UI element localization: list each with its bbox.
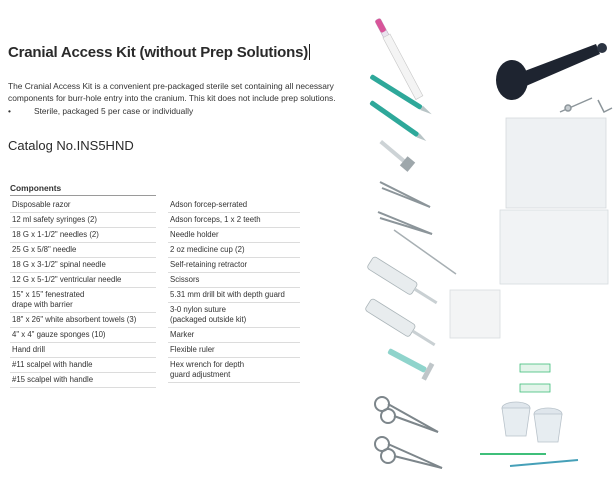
gauze-icon [450, 290, 500, 338]
bullet-icon: • [8, 106, 11, 116]
text-cursor [309, 44, 310, 60]
component-item: Disposable razor [10, 198, 156, 213]
component-item: Self-retaining retractor [168, 258, 300, 273]
component-item: Marker [168, 328, 300, 343]
component-item: 5.31 mm drill bit with depth guard [168, 288, 300, 303]
component-item: Adson forcep-serrated [168, 198, 300, 213]
component-item: 15" x 15" fenestrated drape with barrier [10, 288, 156, 313]
component-item: 3-0 nylon suture (packaged outside kit) [168, 303, 300, 328]
page-title: Cranial Access Kit (without Prep Solutions) [8, 44, 309, 61]
component-item: Scissors [168, 273, 300, 288]
component-item: Adson forceps, 1 x 2 teeth [168, 213, 300, 228]
component-item: Flexible ruler [168, 343, 300, 358]
forceps-icon [378, 182, 432, 234]
catalog-number: Catalog No.INS5HND [8, 138, 134, 153]
syringe-icon [365, 298, 439, 351]
components-list-left [10, 198, 156, 388]
component-item: 25 G x 5/8" needle [10, 243, 156, 258]
hand-drill-icon [496, 43, 607, 100]
medicine-cup-icon [502, 402, 562, 442]
component-item: #15 scalpel with handle [10, 373, 156, 388]
drill-bit-icon [560, 98, 612, 112]
component-item: 12 G x 5-1/2" ventricular needle [10, 273, 156, 288]
component-item: 18" x 26" white absorbent towels (3) [10, 313, 156, 328]
component-item: 18 G x 1-1/2" needles (2) [10, 228, 156, 243]
razor-icon [377, 137, 415, 172]
kit-product-photo [360, 12, 616, 482]
component-item: #11 scalpel with handle [10, 358, 156, 373]
component-item: Needle holder [168, 228, 300, 243]
packaging-bullet [8, 106, 193, 116]
component-item: 4" x 4" gauze sponges (10) [10, 328, 156, 343]
components-heading: Components [10, 183, 156, 196]
component-item: Hex wrench for depth guard adjustment [168, 358, 300, 383]
bullet-text: Sterile, packaged 5 per case or individually [34, 106, 194, 116]
retractor-icon [384, 343, 434, 381]
kit-description: The Cranial Access Kit is a convenient pre-packaged sterile set containing all necessary components for burr-hole entry into the cranium. This kit does not include prep solutions. [8, 81, 336, 103]
scissors-icon [375, 397, 442, 468]
component-item: Hand drill [10, 343, 156, 358]
component-item: 2 oz medicine cup (2) [168, 243, 300, 258]
spinal-needle-icon [394, 230, 456, 274]
needle-icon [510, 460, 578, 466]
towels-icon [500, 210, 608, 284]
component-item: 18 G x 3-1/2" spinal needle [10, 258, 156, 273]
drape-icon [506, 118, 606, 208]
suture-icon [520, 364, 550, 372]
components-list-right [168, 198, 300, 383]
suture-icon [520, 384, 550, 392]
component-item: 12 ml safety syringes (2) [10, 213, 156, 228]
